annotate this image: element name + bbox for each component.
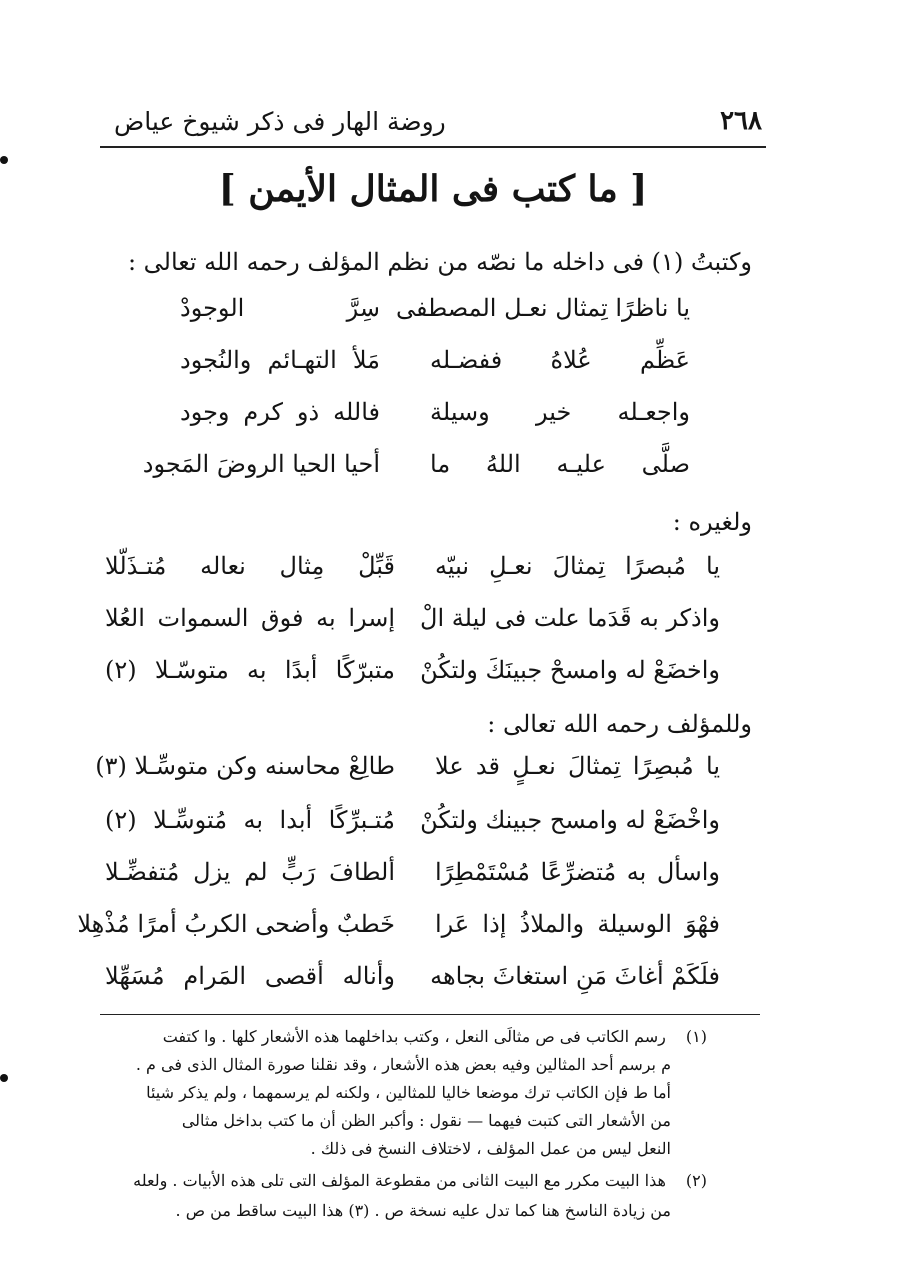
page-header [100,96,766,148]
verse [105,552,720,598]
verse-second-hemistich: قَبِّلْ مِثال نعاله مُتـذَلّلا [105,552,395,580]
footnote-line: من زيادة الناسخ هنا كما تدل عليه نسخة ص . (٣) هذا البيت ساقط من ص . [175,1201,671,1220]
footnote-line: النعل ليس من عمل المؤلف ، لاختلاف النسخ فى ذلك . [310,1139,671,1158]
verse [150,294,690,340]
verse-first-hemistich: واسأل به مُتضرِّعًا مُسْتَمْطِرًا [435,858,720,886]
verse [77,910,720,956]
verse-second-hemistich: مَلأ التهـائم والنُجود [180,346,380,374]
verse-first-hemistich: يا ناظرًا تِمثال نعـل المصطفى [395,294,690,322]
verse [95,752,720,798]
footnote-divider [100,1014,760,1015]
footnote-line: من الأشعار التى كتبت فيهما — نقول : وأكبر الظن أن ما كتب بداخل مثالى [181,1111,671,1130]
verse [142,450,690,496]
intro-line-1: وكتبتُ (١) فى داخله ما نصّه من نظم المؤلف رحمه الله تعالى : [127,248,752,276]
intro-line-2: ولغيره : [672,508,752,536]
verse-first-hemistich: يا مُبصِرًا تِمثالَ نعـلٍ قد علا [435,752,720,780]
section-title: [ ما كتب فى المثال الأيمن ] [218,168,648,210]
verse [105,656,720,702]
footnote-line: رسم الكاتب فى ص مثالَى النعل ، وكتب بداخلهما هذه الأشعار كلها . وا كتفت [162,1027,666,1046]
page-number: ٢٦٨ [720,106,762,136]
footnote-1 [163,1026,707,1048]
verse [150,346,690,392]
edge-mark-top [0,156,8,164]
verse-second-hemistich: فالله ذو كرم وجود [180,398,380,426]
verse-second-hemistich: سِرَّ الوجودْ [180,294,380,322]
verse-first-hemistich: واجعـله خير وسيلة [430,398,690,426]
verse-second-hemistich: أحيا الحيا الروضَ المَجود [142,450,380,478]
verse-first-hemistich: واخْضَعْ له وامسح جبينك ولتكُنْ [420,806,720,834]
verse-second-hemistich: إسرا به فوق السموات العُلا [105,604,395,632]
verse-first-hemistich: واذكر به قَدَما علت فى ليلة الْ [420,604,720,632]
verse [150,398,690,444]
intro-line-3: وللمؤلف رحمه الله تعالى : [487,710,752,738]
footnote-number: (١) [685,1027,707,1046]
verse-first-hemistich: يا مُبصرًا تِمثالَ نعـلِ نبيّه [435,552,720,580]
verse-first-hemistich: عَظِّم عُلاهُ ففضـله [430,346,690,374]
verse-first-hemistich: فلَكَمْ أغاثَ مَنِ استغاثَ بجاهه [430,962,720,990]
verse-first-hemistich: صلَّى عليـه اللهُ ما [430,450,690,478]
verse-first-hemistich: فهْوَ الوسيلة والملاذُ إذا عَرا [435,910,720,938]
verse [105,806,720,852]
verse-second-hemistich: خَطبٌ وأضحى الكربُ أمرًا مُذْهِلا [77,910,395,938]
verse-first-hemistich: واخضَعْ له وامسحْ جبينَكَ ولتكُنْ [420,656,720,684]
verse-second-hemistich: طالِعْ محاسنه وكن متوسِّـلا (٣) [95,752,395,780]
running-title: روضة الهار فى ذكر شيوخ عياض [114,106,446,136]
verse-second-hemistich: متبرّكًا أبدًا به متوسّـلا (٢) [105,656,395,684]
footnote-number: (٢) [685,1171,707,1190]
verse-second-hemistich: مُتـبرِّكًا أبدا به مُتوسِّـلا (٢) [105,806,395,834]
verse-second-hemistich: ألطافَ رَبٍّ لم يزل مُتفضِّـلا [105,858,395,886]
footnote-line: م برسم أحد المثالين وفيه بعض هذه الأشعار ، وقد نقلنا صورة المثال الذى فى م . [135,1055,671,1074]
verse [105,604,720,650]
verse-second-hemistich: وأناله أقصى المَرام مُسَهِّلا [105,962,395,990]
footnote-line: أما ط فإن الكاتب ترك موضعا خاليا للمثالين ، ولكنه لم يرسمهما ، ولم يذكر شيئا [146,1083,671,1102]
footnote-2 [133,1170,707,1192]
footnote-line: هذا البيت مكرر مع البيت الثانى من مقطوعة المؤلف التى تلى هذه الأبيات . ولعله [133,1171,666,1190]
verse [105,858,720,904]
edge-mark-bottom [0,1074,8,1082]
verse [105,962,720,1008]
